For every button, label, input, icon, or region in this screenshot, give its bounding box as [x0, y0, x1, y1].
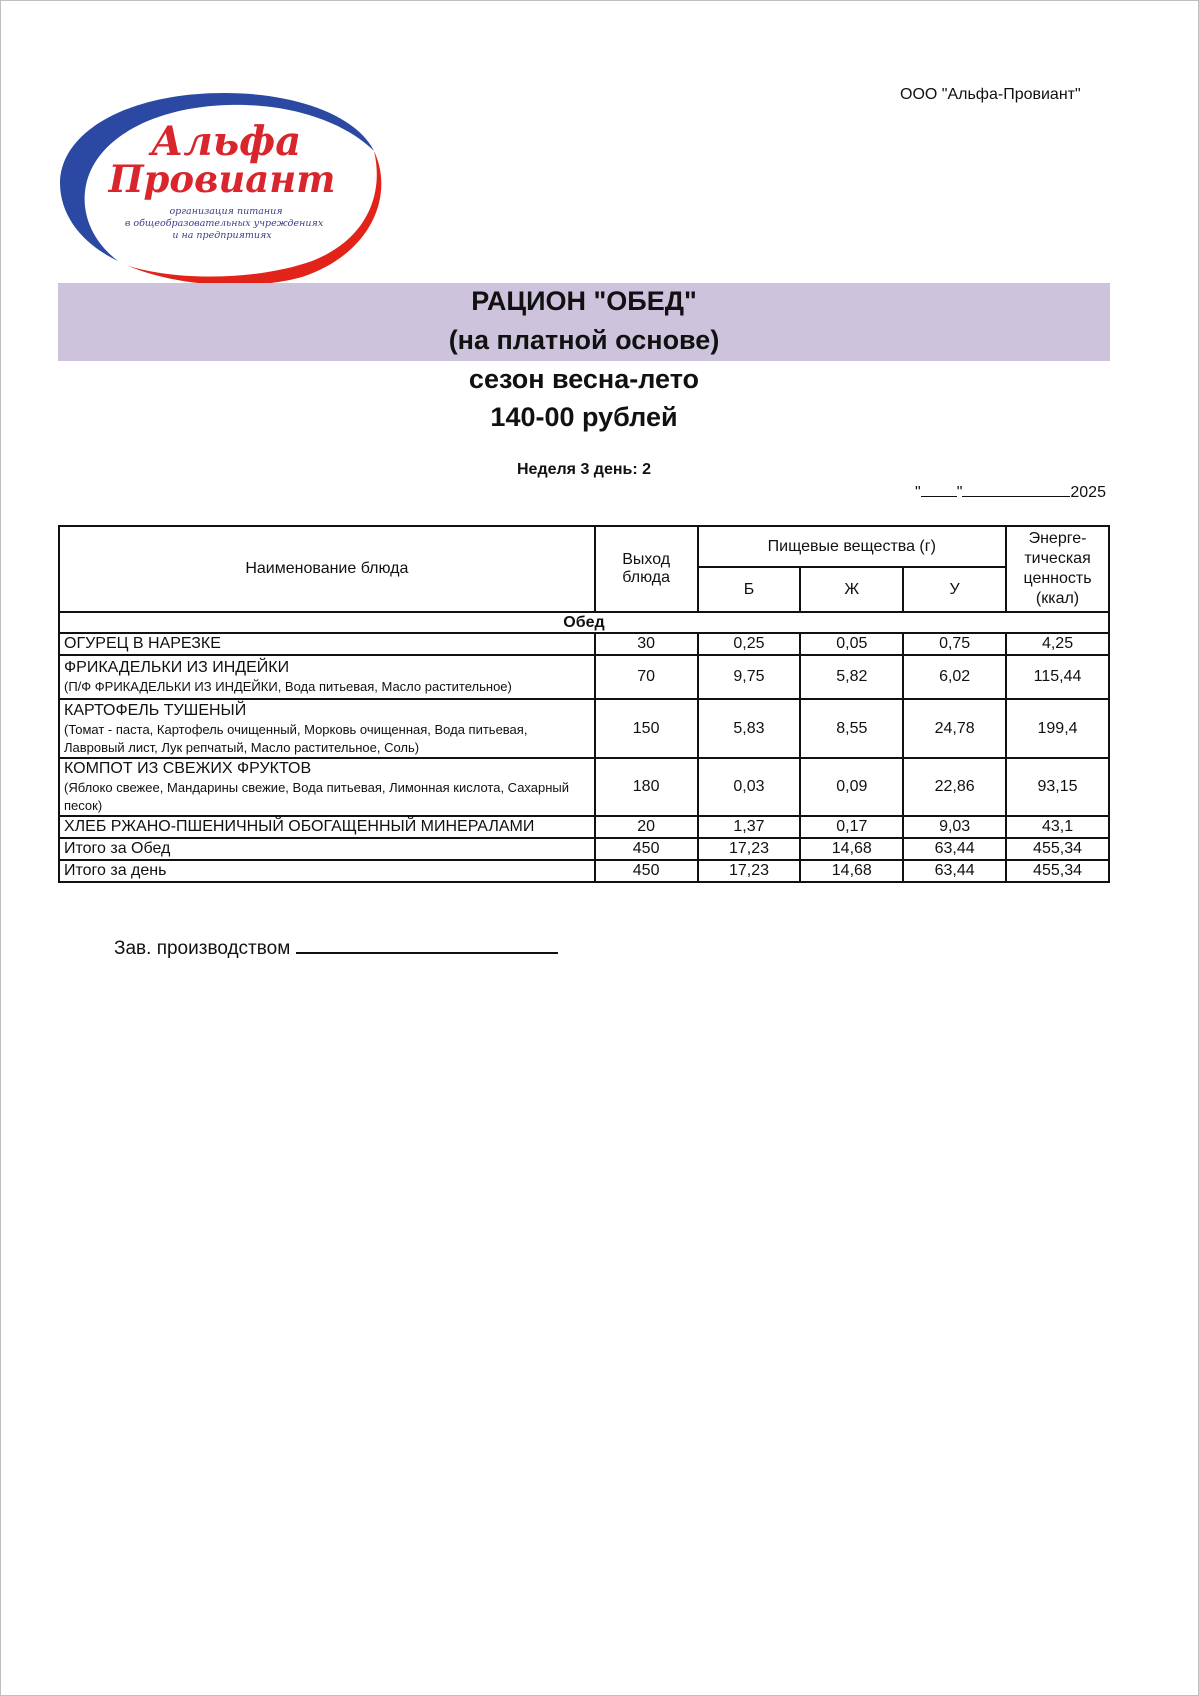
- title-line-2: (на платной основе): [448, 325, 720, 355]
- col-header-protein: Б: [698, 567, 801, 612]
- total-row-lunch: [59, 838, 1109, 860]
- total-energy: 455,34: [1006, 860, 1109, 882]
- dish-ingredients: (Яблоко свежее, Мандарины свежие, Вода питьевая, Лимонная кислота, Сахарный песок): [64, 780, 570, 813]
- logo-tagline-2: в общеобразовательных учреждениях: [124, 218, 324, 229]
- total-protein: 17,23: [698, 860, 801, 882]
- dish-protein: 9,75: [698, 655, 801, 699]
- dish-carbs: 6,02: [903, 655, 1006, 699]
- table-row: [59, 816, 1109, 838]
- table-row: [59, 655, 1109, 699]
- dish-cell: [59, 699, 595, 758]
- date-field: [915, 482, 1106, 502]
- dish-fat: 8,55: [800, 699, 903, 758]
- dish-cell: [59, 758, 595, 816]
- company-name: ООО "Альфа-Провиант": [900, 86, 1081, 103]
- table-row: [59, 699, 1109, 758]
- dish-protein: 5,83: [698, 699, 801, 758]
- signature-block: [114, 932, 558, 960]
- logo-name-line2: Провиант: [108, 157, 336, 201]
- dish-ingredients: (П/Ф ФРИКАДЕЛЬКИ ИЗ ИНДЕЙКИ, Вода питьевая, Масло растительное): [64, 679, 512, 694]
- date-quote-open: ": [915, 484, 921, 501]
- dish-carbs: 0,75: [903, 633, 1006, 655]
- dish-cell: [59, 655, 595, 699]
- dish-name: ОГУРЕЦ В НАРЕЗКЕ: [59, 633, 595, 655]
- dish-yield: 30: [595, 633, 698, 655]
- total-fat: 14,68: [800, 860, 903, 882]
- title-line-3: сезон весна-лето: [468, 364, 700, 394]
- dish-energy: 115,44: [1006, 655, 1109, 699]
- col-header-energy: Энерге-тическая ценность (ккал): [1006, 526, 1109, 612]
- dish-fat: 0,09: [800, 758, 903, 816]
- dish-carbs: 24,78: [903, 699, 1006, 758]
- dish-protein: 1,37: [698, 816, 801, 838]
- dish-fat: 0,17: [800, 816, 903, 838]
- company-logo: [56, 85, 392, 290]
- dish-carbs: 22,86: [903, 758, 1006, 816]
- dish-yield: 180: [595, 758, 698, 816]
- ration-table: [58, 525, 1110, 883]
- week-day-label: Неделя 3 день: 2: [516, 461, 652, 478]
- dish-name: КАРТОФЕЛЬ ТУШЕНЫЙ: [64, 701, 247, 719]
- total-label: Итого за Обед: [59, 838, 595, 860]
- dish-yield: 70: [595, 655, 698, 699]
- dish-name: ФРИКАДЕЛЬКИ ИЗ ИНДЕЙКИ: [64, 659, 290, 676]
- signature-line: [296, 932, 558, 954]
- total-yield: 450: [595, 838, 698, 860]
- col-header-yield: Выход блюда: [595, 526, 698, 612]
- total-fat: 14,68: [800, 838, 903, 860]
- logo-tagline-1: организация питания: [169, 206, 283, 217]
- dish-yield: 20: [595, 816, 698, 838]
- total-yield: 450: [595, 860, 698, 882]
- dish-yield: 150: [595, 699, 698, 758]
- dish-name: ХЛЕБ РЖАНО-ПШЕНИЧНЫЙ ОБОГАЩЕННЫЙ МИНЕРАЛАМИ: [59, 816, 595, 838]
- date-month-blank: [962, 482, 1070, 497]
- logo-tagline-3: и на предприятиях: [172, 230, 272, 241]
- total-protein: 17,23: [698, 838, 801, 860]
- total-label: Итого за день: [59, 860, 595, 882]
- dish-carbs: 9,03: [903, 816, 1006, 838]
- col-header-carbs: У: [903, 567, 1006, 612]
- logo-name-line1: Альфа: [150, 118, 302, 165]
- dish-fat: 0,05: [800, 633, 903, 655]
- table-row: [59, 758, 1109, 816]
- dish-fat: 5,82: [800, 655, 903, 699]
- table-row: [59, 633, 1109, 655]
- total-energy: 455,34: [1006, 838, 1109, 860]
- dish-energy: 4,25: [1006, 633, 1109, 655]
- signature-label: Зав. производством: [114, 938, 291, 959]
- col-header-name: Наименование блюда: [59, 526, 595, 612]
- col-header-fat: Ж: [800, 567, 903, 612]
- dish-protein: 0,25: [698, 633, 801, 655]
- total-carbs: 63,44: [903, 838, 1006, 860]
- dish-energy: 93,15: [1006, 758, 1109, 816]
- total-row-day: [59, 860, 1109, 882]
- title-line-1: РАЦИОН "ОБЕД": [471, 286, 697, 316]
- dish-energy: 43,1: [1006, 816, 1109, 838]
- col-header-nutrients: Пищевые вещества (г): [698, 526, 1006, 567]
- section-header: Обед: [59, 612, 1109, 633]
- total-carbs: 63,44: [903, 860, 1006, 882]
- date-quote-close: ": [956, 484, 963, 501]
- dish-ingredients: (Томат - паста, Картофель очищенный, Морковь очищенная, Вода питьевая, Лавровый лист, Лук репчатый, Масло растительное, Соль): [64, 721, 528, 755]
- dish-protein: 0,03: [698, 758, 801, 816]
- title-price: 140-00 рублей: [490, 402, 678, 432]
- dish-energy: 199,4: [1006, 699, 1109, 758]
- date-year: 2025: [1070, 484, 1106, 501]
- date-day-blank: [921, 482, 957, 497]
- dish-name: КОМПОТ ИЗ СВЕЖИХ ФРУКТОВ: [64, 760, 312, 777]
